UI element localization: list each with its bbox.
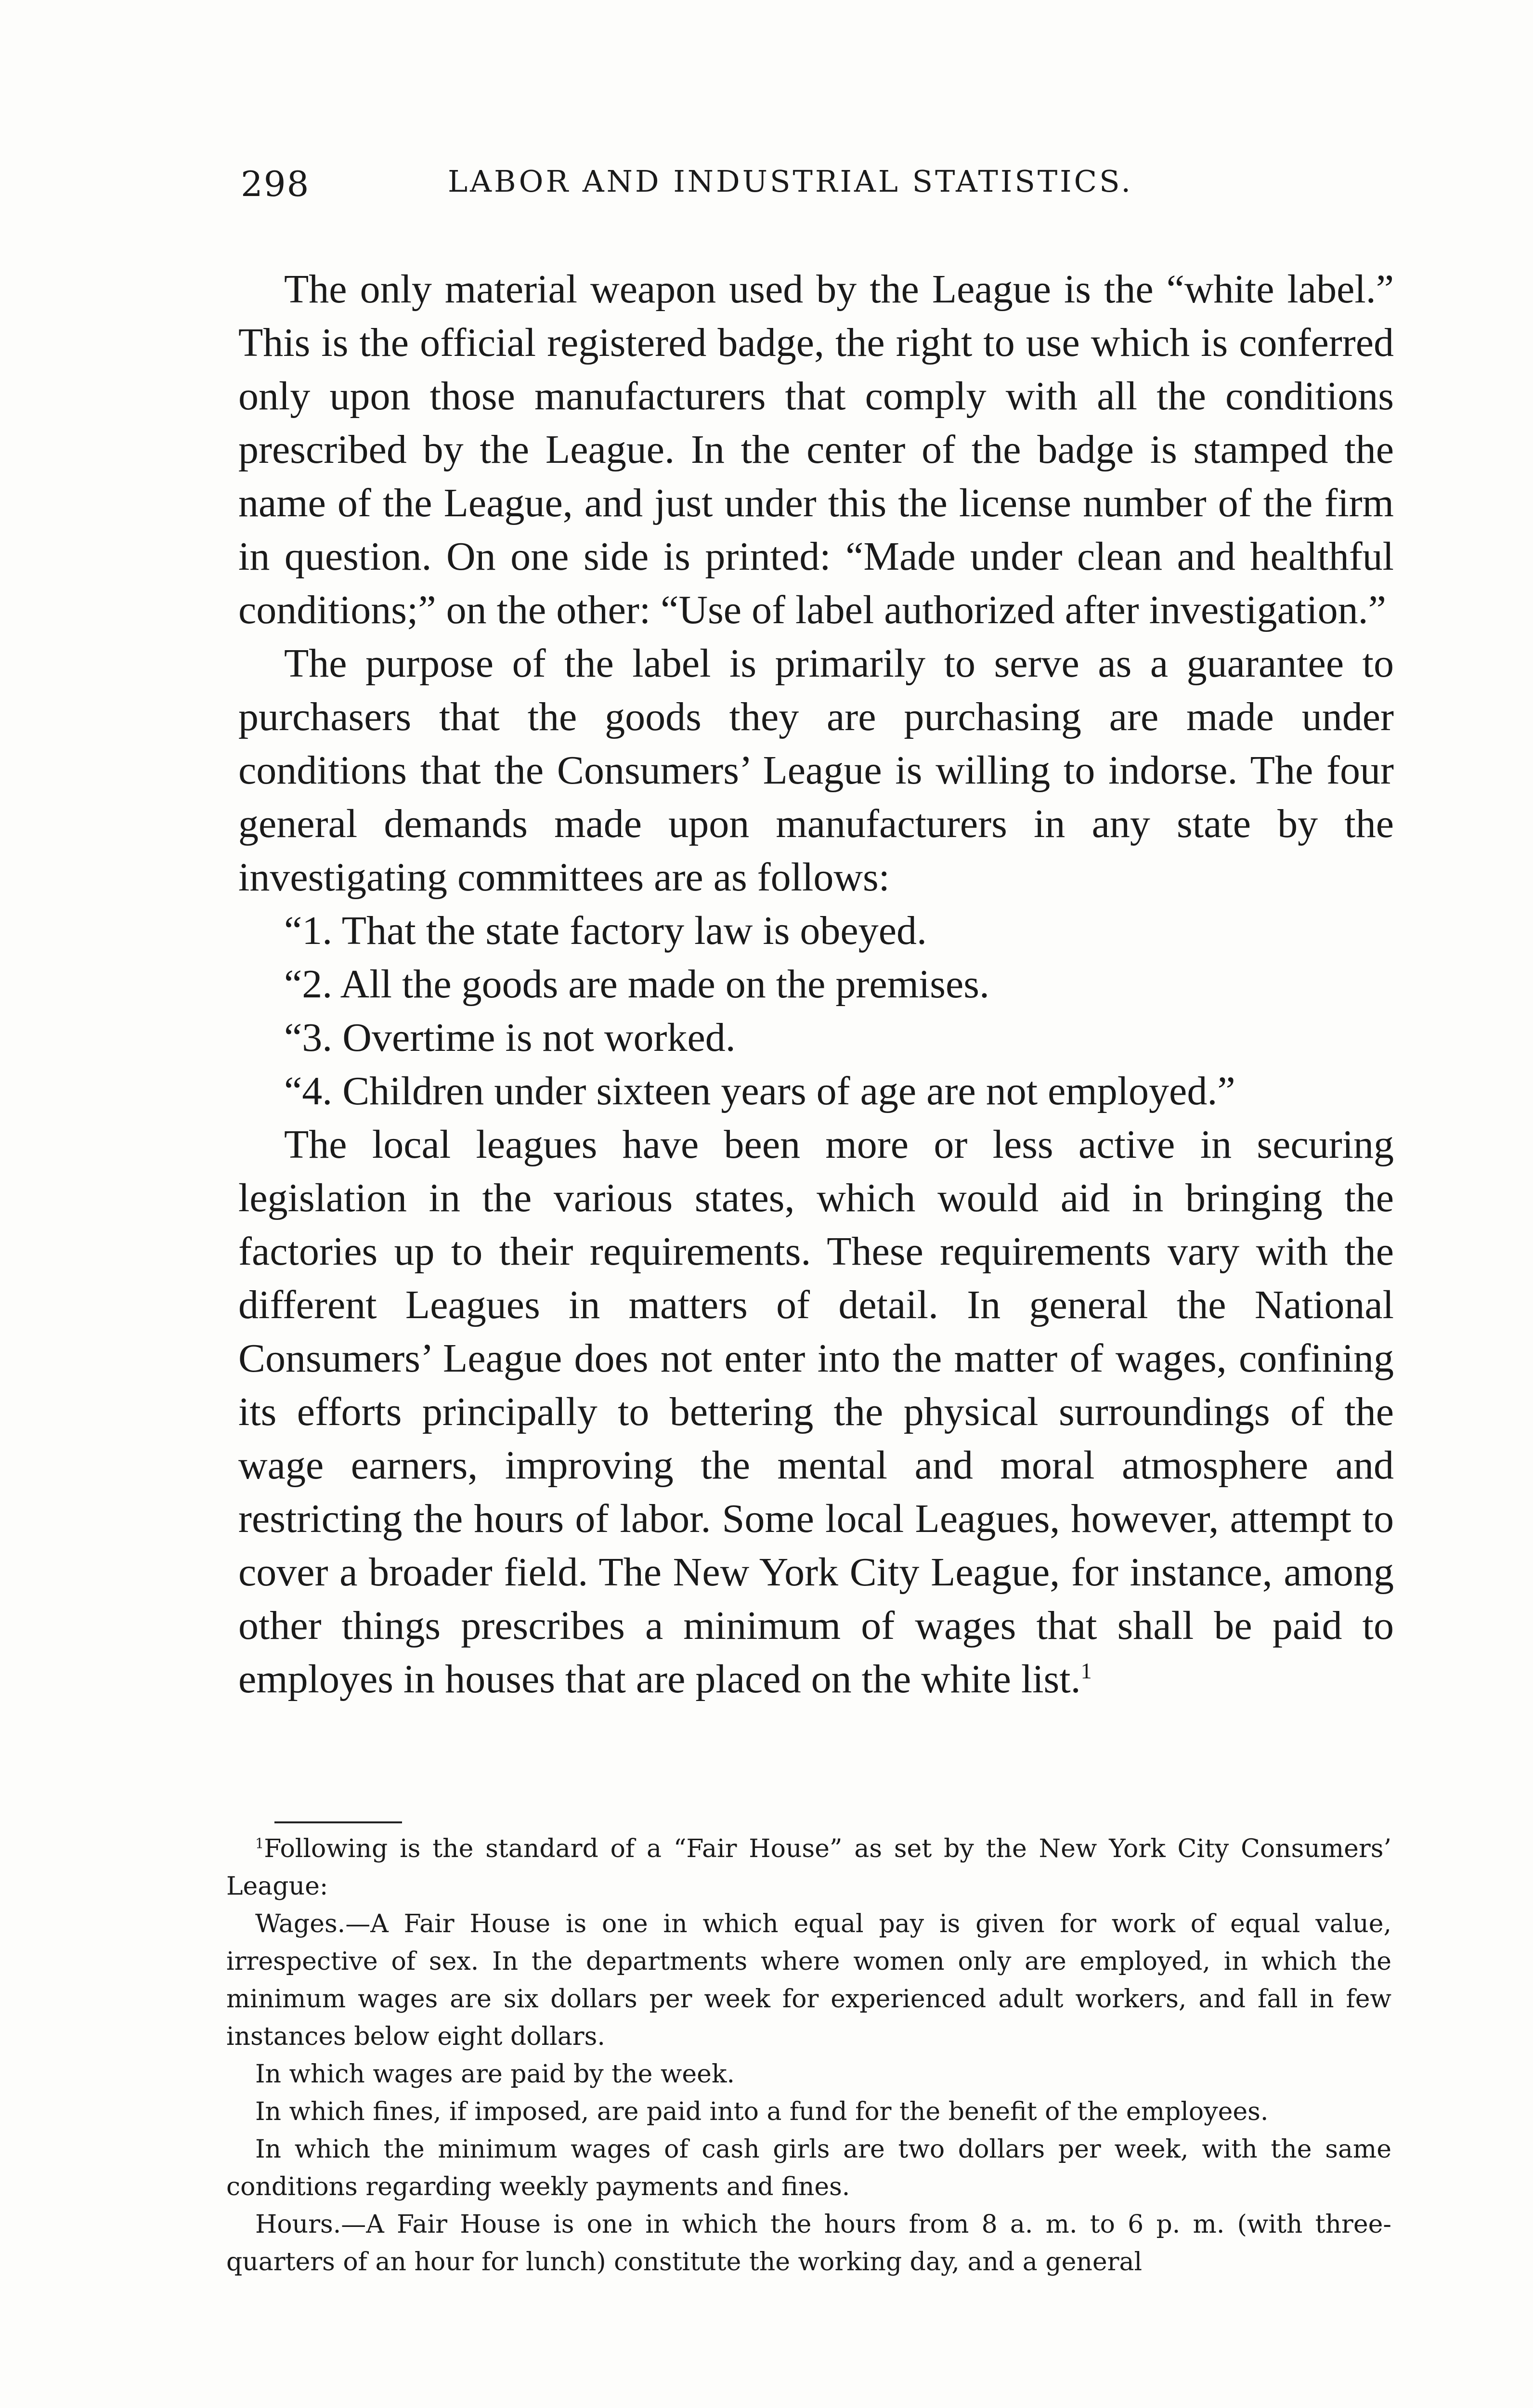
demand-list-item: “4. Children under sixteen years of age are not employed.” — [284, 1069, 1235, 1113]
footnote-wages: Wages.—A Fair House is one in which equal pay is given for work of equal value, irrespective of sex. In the departments where women only are employed, in which the minimum wages are six dollars per week for experienced adult workers, and fall in few instances below eight dollars. — [226, 1910, 1391, 2051]
page-number: 298 — [241, 164, 310, 204]
footnotes — [226, 1830, 1391, 2281]
demand-list-item: “3. Overtime is not worked. — [284, 1015, 736, 1060]
footnote-reference: 1 — [1080, 1659, 1092, 1683]
footnote-fines: In which fines, if imposed, are paid into a fund for the benefit of the employees. — [255, 2097, 1269, 2126]
demand-list-item: “2. All the goods are made on the premises. — [284, 962, 989, 1007]
demand-list-item: “1. That the state factory law is obeyed. — [284, 908, 927, 953]
paragraph-local-leagues — [238, 1118, 1394, 1706]
paragraph-label-purpose: The purpose of the label is primarily to serve as a guarantee to purchasers that the goods they are purchasing are made under conditions that the Consumers’ League is willing to indorse. The four general demands made upon manufacturers in any state by the investigating committees are as follows: — [238, 641, 1394, 900]
footnote-intro — [226, 1830, 1391, 1905]
footnote-weekly: In which wages are paid by the week. — [255, 2060, 735, 2089]
page-header — [241, 164, 1387, 217]
footnote-divider — [274, 1821, 402, 1823]
footnote-marker: 1 — [255, 1835, 264, 1852]
footnote-cash-girls: In which the minimum wages of cash girls are two dollars per week, with the same conditions regarding weekly payments and fines. — [226, 2135, 1391, 2201]
paragraph-white-label: The only material weapon used by the League is the “white label.” This is the official registered badge, the right to use which is conferred only upon those manufacturers that comply with all the conditions prescribed by the League. In the center of the badge is stamped the name of the League, and just under this the license number of the firm in question. On one side is printed: “Made under clean and healthful conditions;” on the other: “Use of label authorized after investigation.” — [238, 267, 1394, 632]
main-text — [238, 262, 1394, 1706]
paragraph-local-leagues-text: The local leagues have been more or less active in securing legislation in the various states, which would aid in bringing the factories up to their requirements. These requirements vary with the different Leagues in matters of detail. In general the National Consumers’ League does not enter into the matter of wages, confining its efforts principally to bettering the physical surroundings of the wage earners, improving the mental and moral atmosphere and restricting the hours of labor. Some local Leagues, however, attempt to cover a broader field. The New York City League, for instance, among other things prescribes a minimum of wages that shall be paid to employes in houses that are placed on the white list. — [238, 1122, 1394, 1701]
footnote-hours: Hours.—A Fair House is one in which the hours from 8 a. m. to 6 p. m. (with three-quarters of an hour for lunch) constitute the working day, and a general — [226, 2210, 1391, 2277]
footnote-intro-text: Following is the standard of a “Fair House” as set by the New York City Consumers’ League: — [226, 1834, 1391, 1901]
running-head: LABOR AND INDUSTRIAL STATISTICS. — [448, 164, 1133, 199]
